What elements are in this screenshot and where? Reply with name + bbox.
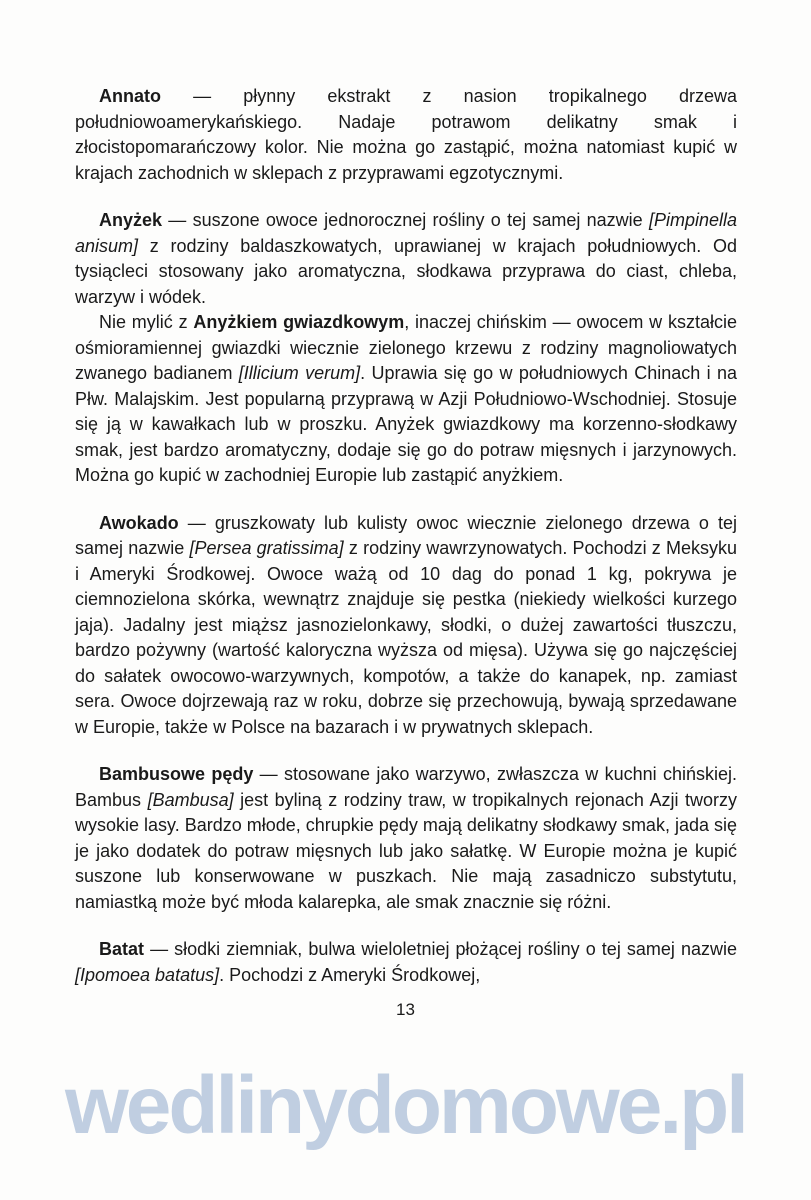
entry-term: Anyżkiem gwiazdkowym (193, 312, 405, 332)
entry-text: — stosowane jako warzywo, zwłaszcza w kuchni chińskiej. Bambus (75, 764, 737, 810)
entry-text: z rodziny wawrzynowatych. Pochodzi z Meksyku i Ameryki Środkowej. Owoce ważą od 10 dag do ponad 1 kg, pokrywa je ciemnozielona skórka, wewnątrz znajduje się pestka (niekiedy wielkości kurzego jaja). Jadalny jest miąższ jasnozielonkawy, słodki, o dużej zawartości tłuszczu, bardzo pożywny (wartość kaloryczna wyższa od mięsa). Używa się go najczęściej do sałatek owocowo-warzywnych, kompotów, a także do kanapek, np. zamiast sera. Owoce dojrzewają raz w roku, dobrze się przechowują, bywają sprzedawane w Europie, także w Polsce na bazarach i w prywatnych sklepach. (75, 538, 737, 737)
entry-paragraph (75, 937, 737, 988)
latin-name: [Ipomoea batatus] (75, 964, 220, 985)
entry-term: Awokado (99, 512, 179, 533)
entry-text: — płynny ekstrakt z nasion tropikalnego drzewa południowoamerykańskiego. Nadaje potrawom delikatny smak i złocistopomarańczowy kolor. Nie można go zastąpić, można natomiast kupić w krajach zachodnich w sklepach z przyprawami egzotycznymi. (75, 86, 737, 183)
latin-name: [Bambusa] (147, 789, 234, 810)
entry-text: — suszone owoce jednorocznej rośliny o tej samej nazwie (162, 210, 649, 230)
watermark: wedlinydomowe.pl (65, 1060, 746, 1151)
text-block (75, 84, 737, 988)
page-number: 13 (396, 1000, 415, 1019)
entry-term: Annato (99, 86, 161, 106)
entry-text: — słodki ziemniak, bulwa wieloletniej płożącej rośliny o tej samej nazwie (144, 939, 737, 959)
entry-text: z rodziny baldaszkowatych, uprawianej w krajach południowych. Od tysiącleci stosowany jako aromatyczna, słodkawa przyprawa do ciast, chleba, warzyw i wódek. (75, 235, 737, 307)
entry-paragraph (75, 208, 737, 310)
entry-paragraph (75, 310, 737, 489)
entry-text: , inaczej chińskim — owocem w kształcie ośmioramiennej gwiazdki wiecznie zielonego krzewu z rodziny magnoliowatych zwanego badianem (75, 312, 737, 383)
entry-text: . Pochodzi z Ameryki Środkowej, (219, 964, 481, 985)
latin-name: [Pimpinella anisum] (75, 210, 737, 256)
latin-name: [Illicium verum] (238, 363, 361, 383)
entry-paragraph (75, 511, 737, 741)
latin-name: [Persea gratissima] (189, 538, 344, 558)
entry-term: Bambusowe pędy (99, 764, 254, 784)
entry-text: Nie mylić z (99, 312, 194, 332)
entry-text: jest byliną z rodziny traw, w tropikalnych rejonach Azji tworzy wysokie lasy. Bardzo młode, chrupkie pędy mają delikatny słodkawy smak, jada się je jako dodatek do potraw mięsnych lub jako sałatkę. W Europie można je kupić suszone lub konserwowane w puszkach. Nie mają zasadniczo substytutu, namiastką może być młoda kalarepka, ale smak znacznie się różni. (75, 789, 737, 912)
entry-term: Anyżek (99, 210, 163, 230)
entry-paragraph (75, 84, 737, 186)
entry-paragraph (75, 762, 737, 915)
entry-term: Batat (99, 939, 145, 959)
entry-text: . Uprawia się go w południowych Chinach i na Płw. Malajskim. Jest popularną przyprawą w Azji Południowo-Wschodniej. Stosuje się ją w kawałkach lub w proszku. Anyżek gwiazdkowy ma korzenno-słodkawy smak, jest bardzo aromatyczny, dodaje się go do potraw mięsnych i jarzynowych. Można go kupić w zachodniej Europie lub zastąpić anyżkiem. (75, 363, 737, 485)
entry-text: — gruszkowaty lub kulisty owoc wiecznie zielonego drzewa o tej samej nazwie (75, 512, 737, 558)
